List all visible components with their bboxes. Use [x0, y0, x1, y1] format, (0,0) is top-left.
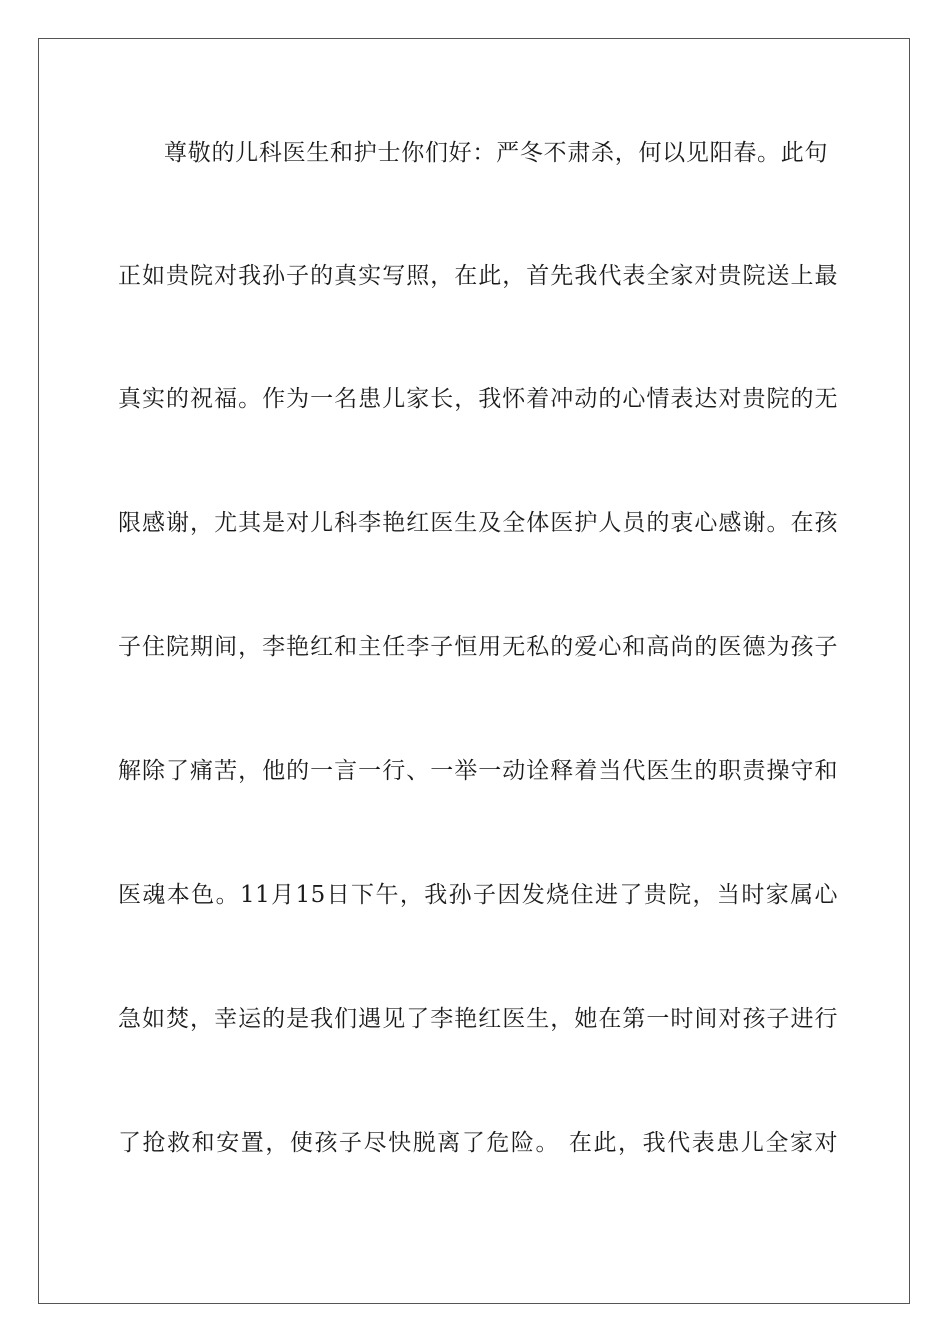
paragraph-line-1: 尊敬的儿科医生和护士你们好：严冬不肃杀，何以见阳春。此句 — [164, 140, 828, 166]
paragraph-line-7: 医魂本色。11月15日下午，我孙子因发烧住进了贵院，当时家属心 — [118, 882, 838, 908]
paragraph-line-2: 正如贵院对我孙子的真实写照，在此，首先我代表全家对贵院送上最 — [118, 263, 838, 289]
paragraph-line-9: 了抢救和安置，使孩子尽快脱离了危险。 在此，我代表患儿全家对 — [118, 1130, 838, 1156]
paragraph-line-6: 解除了痛苦，他的一言一行、一举一动诠释着当代医生的职责操守和 — [118, 758, 838, 784]
paragraph-line-4: 限感谢，尤其是对儿科李艳红医生及全体医护人员的衷心感谢。在孩 — [118, 510, 838, 536]
paragraph-line-3: 真实的祝福。作为一名患儿家长，我怀着冲动的心情表达对贵院的无 — [118, 386, 838, 412]
paragraph-line-8: 急如焚，幸运的是我们遇见了李艳红医生，她在第一时间对孩子进行 — [118, 1006, 838, 1032]
page-border — [38, 38, 910, 1304]
paragraph-line-5: 子住院期间，李艳红和主任李子恒用无私的爱心和高尚的医德为孩子 — [118, 634, 838, 660]
